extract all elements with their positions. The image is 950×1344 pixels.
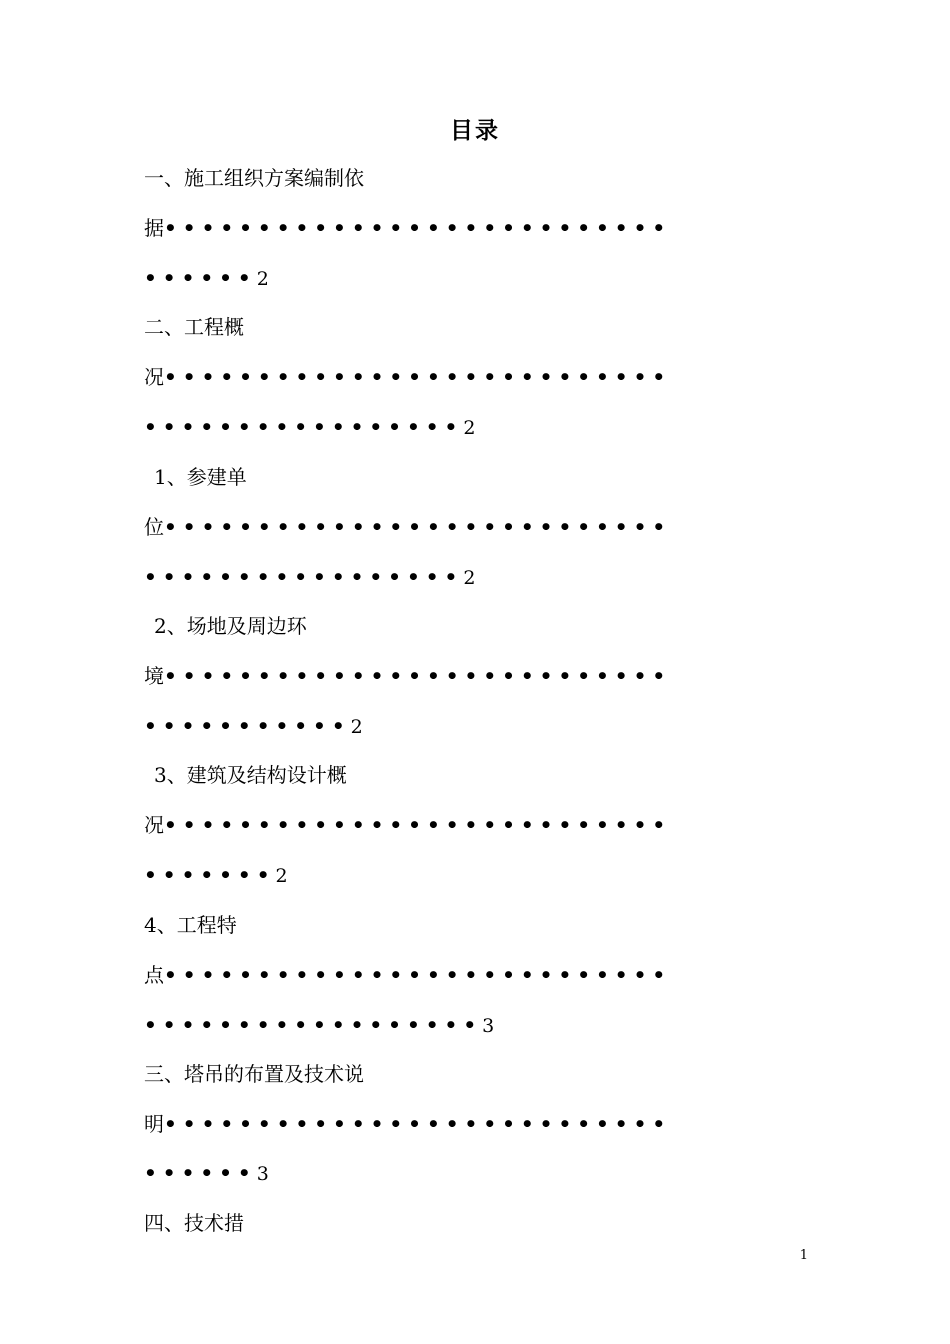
- toc-entry-dots-line: [144, 960, 671, 990]
- leader-dots: •••••••••••: [144, 714, 351, 738]
- toc-entry-dots-line: [144, 412, 475, 442]
- toc-entry-tail: 据: [144, 216, 164, 240]
- leader-dots: •••••••••••••••••: [144, 415, 464, 439]
- leader-dots: •••••••••••••••••••••••••••: [164, 664, 672, 688]
- leader-dots: •••••••••••••••••••••••••••: [164, 365, 672, 389]
- toc-entry-heading: 二、工程概: [144, 315, 244, 339]
- toc-entry-heading: 3、建筑及结构设计概: [154, 763, 347, 787]
- toc-page-number: 2: [463, 567, 476, 589]
- leader-dots: •••••••: [144, 863, 276, 887]
- toc-entry-heading: 4、工程特: [144, 913, 237, 937]
- toc-entry-tail: 况: [144, 813, 164, 837]
- toc-entry-heading: 1、参建单: [154, 465, 247, 489]
- toc-page-number: 3: [482, 1015, 495, 1037]
- toc-entry-dots-line: [144, 661, 671, 691]
- toc-entry-dots-line: [144, 711, 363, 741]
- toc-entry-dots-line: [144, 213, 671, 243]
- leader-dots: •••••••••••••••••••••••••••: [164, 515, 672, 539]
- toc-entry-dots-line: [144, 362, 671, 392]
- toc-entry-tail: 点: [144, 963, 164, 987]
- leader-dots: ••••••: [144, 266, 257, 290]
- toc-page-number: 2: [256, 268, 269, 290]
- toc-entry-dots-line: [144, 1109, 671, 1139]
- toc-entry-dots-line: [144, 810, 671, 840]
- leader-dots: •••••••••••••••••••••••••••: [164, 963, 672, 987]
- toc-entry-dots-line: [144, 860, 288, 890]
- toc-page-number: 2: [350, 716, 363, 738]
- toc-entry-dots-line: [144, 562, 475, 592]
- toc-entry-heading: 三、塔吊的布置及技术说: [144, 1062, 364, 1086]
- leader-dots: ••••••: [144, 1161, 257, 1185]
- toc-title: 目录: [450, 117, 500, 144]
- toc-entry-heading: 一、施工组织方案编制依: [144, 166, 364, 190]
- leader-dots: •••••••••••••••••••••••••••: [164, 813, 672, 837]
- toc-entry-dots-line: [144, 1010, 494, 1040]
- toc-page-number: 2: [275, 865, 288, 887]
- leader-dots: •••••••••••••••••: [144, 565, 464, 589]
- leader-dots: ••••••••••••••••••: [144, 1013, 483, 1037]
- leader-dots: •••••••••••••••••••••••••••: [164, 216, 672, 240]
- toc-entry-tail: 位: [144, 515, 164, 539]
- toc-entry-dots-line: [144, 512, 671, 542]
- toc-page-number: 2: [463, 417, 476, 439]
- toc-entry-tail: 境: [144, 664, 164, 688]
- toc-entry-tail: 况: [144, 365, 164, 389]
- toc-entry-tail: 明: [144, 1112, 164, 1136]
- toc-entry-dots-line: [144, 1158, 269, 1188]
- leader-dots: •••••••••••••••••••••••••••: [164, 1112, 672, 1136]
- toc-page-number: 3: [256, 1163, 269, 1185]
- toc-entry-heading: 四、技术措: [144, 1211, 244, 1235]
- footer-page-number: 1: [799, 1248, 808, 1263]
- toc-entry-heading: 2、场地及周边环: [154, 614, 307, 638]
- toc-entry-dots-line: [144, 263, 269, 293]
